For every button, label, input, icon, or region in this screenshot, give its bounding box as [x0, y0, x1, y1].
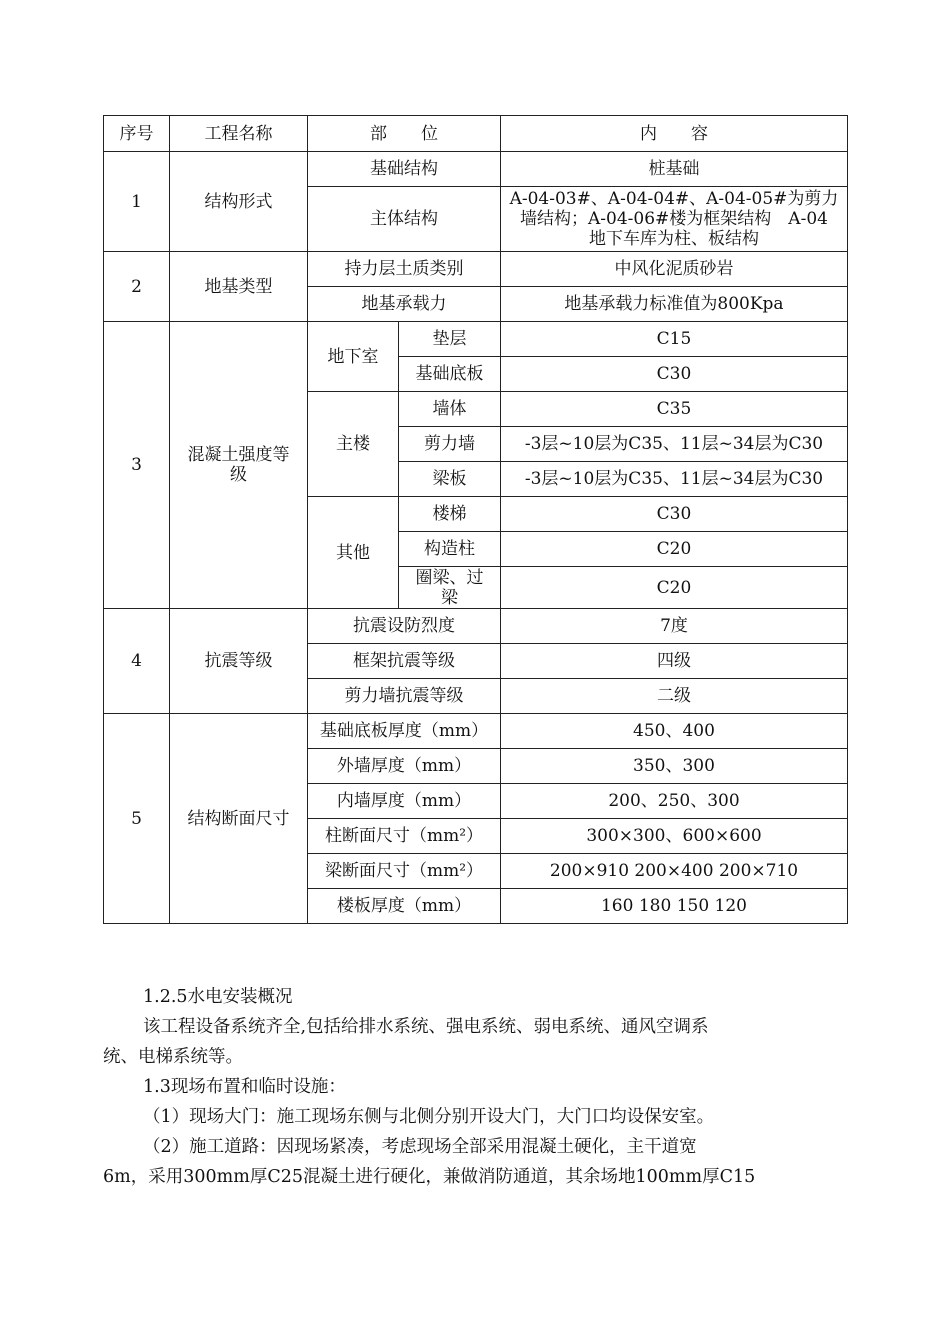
body-text	[103, 982, 847, 1192]
paragraph-line: 该工程设备系统齐全,包括给排水系统、强电系统、弱电系统、通风空调系	[143, 1017, 709, 1037]
location-cell: 墙体	[399, 392, 501, 427]
content-cell: 450、400	[501, 714, 848, 749]
content-cell: 7度	[501, 609, 848, 644]
content-cell: C20	[501, 532, 848, 567]
paragraph-line: 6m，采用300mm厚C25混凝土进行硬化，兼做消防通道，其余场地100mm厚C15	[103, 1167, 756, 1187]
sub-location-cell: 主楼	[308, 392, 399, 497]
content-cell: -3层~10层为C35、11层~34层为C30	[501, 427, 848, 462]
sub-location-cell: 其他	[308, 497, 399, 609]
serial-cell: 3	[104, 322, 170, 609]
content-cell: 四级	[501, 644, 848, 679]
content-line: A-04-03#、A-04-04#、A-04-05#为剪力	[509, 189, 839, 209]
content-cell: 300×300、600×600	[501, 819, 848, 854]
location-cell: 构造柱	[399, 532, 501, 567]
header-serial: 序号	[104, 116, 170, 152]
content-cell: 地基承载力标准值为800Kpa	[501, 287, 848, 322]
content-cell	[501, 187, 848, 252]
location-cell: 梁板	[399, 462, 501, 497]
project-name-cell	[170, 322, 308, 609]
location-cell	[399, 567, 501, 609]
header-location: 部 位	[308, 116, 501, 152]
location-cell: 框架抗震等级	[308, 644, 501, 679]
location-cell: 内墙厚度（mm）	[308, 784, 501, 819]
content-cell: 200、250、300	[501, 784, 848, 819]
content-cell: 桩基础	[501, 152, 848, 187]
location-cell: 持力层土质类别	[308, 252, 501, 287]
location-cell: 基础结构	[308, 152, 501, 187]
header-content: 内 容	[501, 116, 848, 152]
location-cell: 基础底板厚度（mm）	[308, 714, 501, 749]
section-heading-1-2-5: 1.2.5水电安装概况	[143, 987, 293, 1007]
table-row	[104, 609, 848, 644]
content-cell: C15	[501, 322, 848, 357]
content-cell: C30	[501, 497, 848, 532]
serial-cell: 4	[104, 609, 170, 714]
location-cell: 垫层	[399, 322, 501, 357]
location-cell: 抗震设防烈度	[308, 609, 501, 644]
content-cell: -3层~10层为C35、11层~34层为C30	[501, 462, 848, 497]
paragraph-line: （2）施工道路：因现场紧凑，考虑现场全部采用混凝土硬化，主干道宽	[143, 1137, 697, 1157]
project-name-cell: 结构形式	[170, 152, 308, 252]
serial-cell: 2	[104, 252, 170, 322]
content-cell: 200×910 200×400 200×710	[501, 854, 848, 889]
location-cell: 地基承载力	[308, 287, 501, 322]
location-line: 圈梁、过	[415, 567, 484, 588]
project-name-cell: 结构断面尺寸	[170, 714, 308, 924]
project-name-cell: 抗震等级	[170, 609, 308, 714]
table-row	[104, 252, 848, 287]
location-cell: 楼板厚度（mm）	[308, 889, 501, 924]
project-name-cell: 地基类型	[170, 252, 308, 322]
location-cell: 主体结构	[308, 187, 501, 252]
table-row	[104, 714, 848, 749]
serial-cell: 5	[104, 714, 170, 924]
location-cell: 楼梯	[399, 497, 501, 532]
structure-spec-table	[103, 115, 848, 924]
content-cell: 中风化泥质砂岩	[501, 252, 848, 287]
location-cell: 外墙厚度（mm）	[308, 749, 501, 784]
location-cell: 剪力墙抗震等级	[308, 679, 501, 714]
name-line: 级	[230, 465, 247, 485]
paragraph-line: 统、电梯系统等。	[103, 1047, 243, 1067]
serial-cell: 1	[104, 152, 170, 252]
content-line: 地下车库为柱、板结构	[589, 229, 759, 249]
section-heading-1-3: 1.3现场布置和临时设施：	[143, 1077, 346, 1097]
location-line: 梁	[441, 587, 458, 608]
content-cell: C20	[501, 567, 848, 609]
content-cell: C30	[501, 357, 848, 392]
paragraph-line: （1）现场大门：施工现场东侧与北侧分别开设大门，大门口均设保安室。	[143, 1107, 715, 1127]
content-line: 墙结构；A-04-06#楼为框架结构 A-04	[520, 209, 828, 229]
name-line: 混凝土强度等	[187, 445, 290, 465]
header-project-name: 工程名称	[170, 116, 308, 152]
content-cell: 350、300	[501, 749, 848, 784]
location-cell: 柱断面尺寸（mm²）	[308, 819, 501, 854]
table-row	[104, 322, 848, 357]
table-header-row	[104, 116, 848, 152]
location-cell: 梁断面尺寸（mm²）	[308, 854, 501, 889]
content-cell: 160 180 150 120	[501, 889, 848, 924]
content-cell: 二级	[501, 679, 848, 714]
sub-location-cell: 地下室	[308, 322, 399, 392]
location-cell: 剪力墙	[399, 427, 501, 462]
content-cell: C35	[501, 392, 848, 427]
table-row	[104, 152, 848, 187]
location-cell: 基础底板	[399, 357, 501, 392]
